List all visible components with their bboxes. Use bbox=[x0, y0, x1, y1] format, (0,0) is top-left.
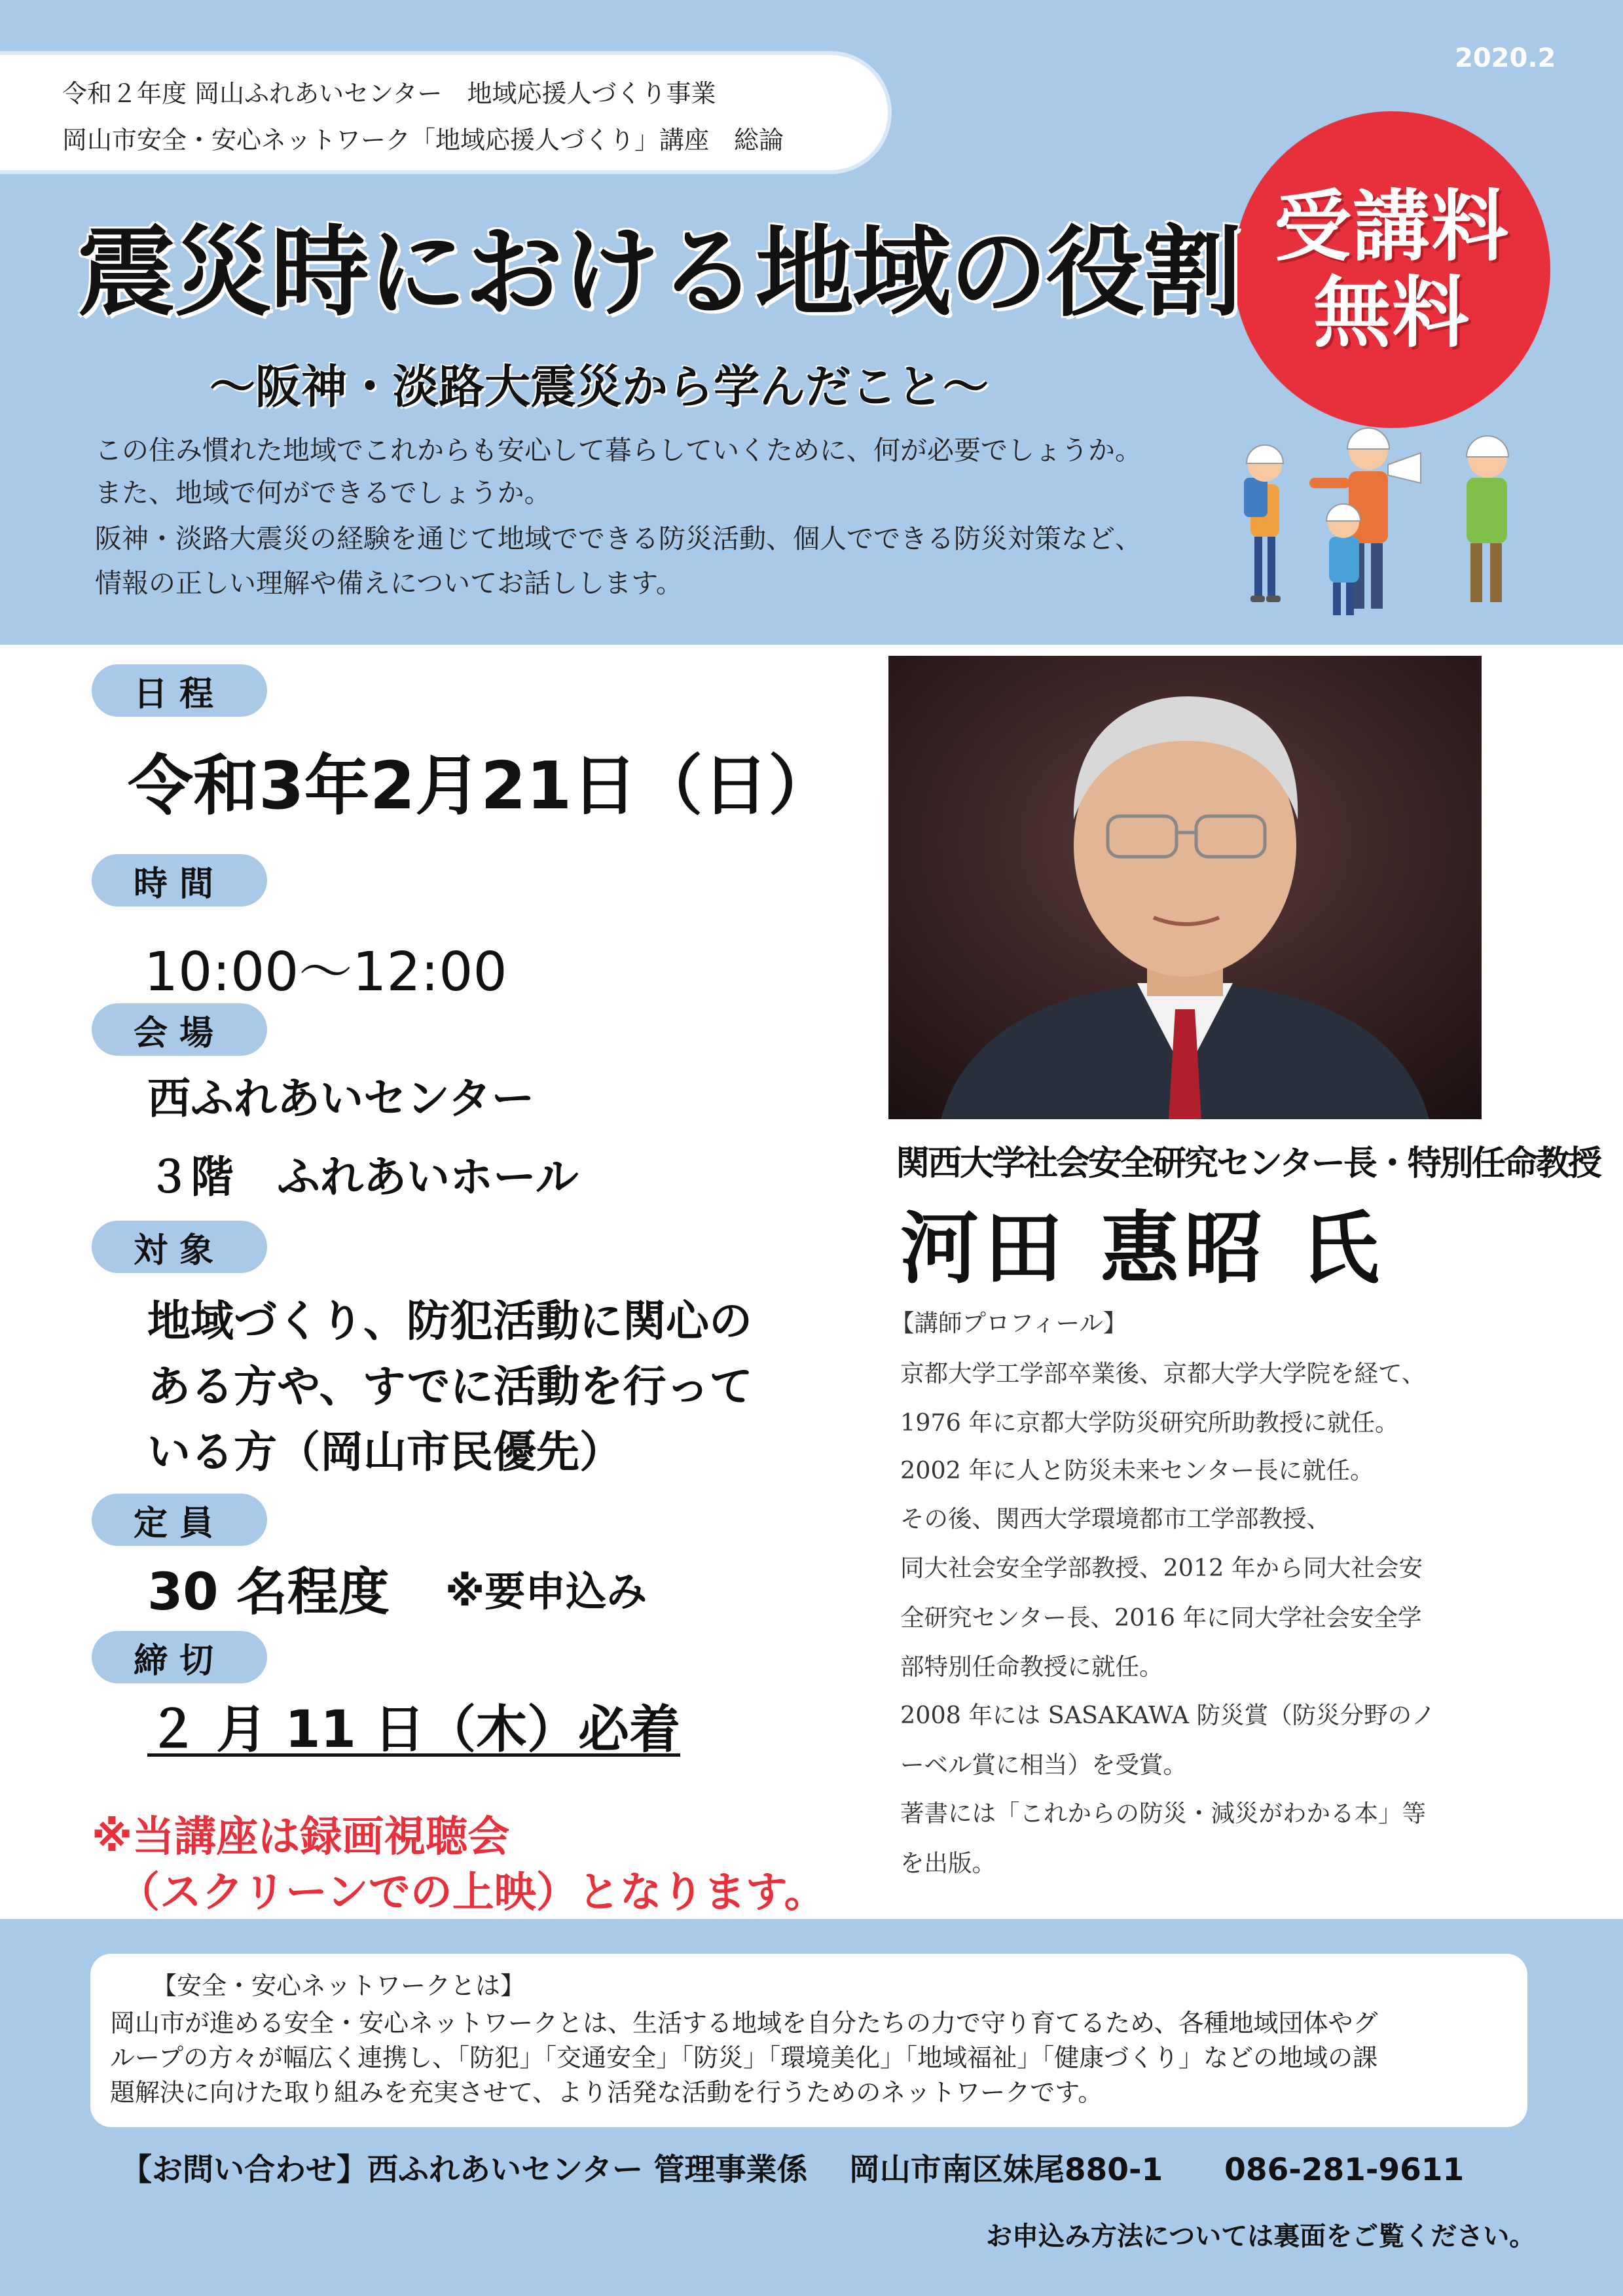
badge-line-1: 受講料 bbox=[1273, 181, 1510, 272]
date-value: 令和3年2月21日（日） bbox=[128, 747, 834, 824]
profile-line-6: 全研究センター長、2016 年に同大学社会安全学 bbox=[900, 1604, 1422, 1632]
target-line-2: ある方や、すでに活動を行って bbox=[147, 1361, 753, 1412]
time-value: 10:00～12:00 bbox=[144, 941, 507, 1003]
recording-notice-line-2: （スクリーンでの上映）となります。 bbox=[118, 1869, 826, 1917]
profile-line-5: 同大社会安全学部教授、2012 年から同大社会安 bbox=[900, 1554, 1423, 1582]
profile-line-1: 京都大学工学部卒業後、京都大学大学院を経て、 bbox=[900, 1359, 1426, 1388]
about-heading: 【安全・安心ネットワークとは】 bbox=[152, 1971, 526, 2000]
venue-line-1: 西ふれあいセンター bbox=[147, 1073, 535, 1124]
date-label: 日程 bbox=[92, 664, 267, 717]
speaker-affiliation: 関西大学社会安全研究センター長・特別任命教授 bbox=[896, 1144, 1600, 1183]
header-line-2: 岡山市安全・安心ネットワーク「地域応援人づくり」講座 総論 bbox=[62, 126, 784, 154]
venue-label: 会場 bbox=[92, 1003, 267, 1056]
free-admission-badge bbox=[1233, 111, 1550, 428]
recording-notice-line-1: ※当講座は録画視聴会 bbox=[92, 1813, 510, 1861]
target-line-1: 地域づくり、防犯活動に関心の bbox=[147, 1296, 752, 1346]
profile-line-7: 部特別任命教授に就任。 bbox=[900, 1653, 1163, 1681]
time-label: 時間 bbox=[92, 854, 267, 906]
intro-line-3: 阪神・淡路大震災の経験を通じて地域でできる防災活動、個人でできる防災対策など、 bbox=[95, 523, 1142, 554]
profile-line-11: を出版。 bbox=[900, 1849, 996, 1877]
profile-line-3: 2002 年に人と防災未来センター長に就任。 bbox=[900, 1456, 1374, 1484]
main-title: 震災時における地域の役割 bbox=[77, 216, 1241, 330]
profile-line-2: 1976 年に京都大学防災研究所助教授に就任。 bbox=[900, 1408, 1399, 1437]
capacity-label: 定員 bbox=[92, 1494, 267, 1546]
issue-date: 2020.2 bbox=[1455, 43, 1556, 73]
intro-line-4: 情報の正しい理解や備えについてお話しします。 bbox=[95, 567, 683, 599]
about-line-3: 題解決に向けた取り組みを充実させて、より活発な活動を行うためのネットワークです。 bbox=[110, 2078, 1103, 2107]
target-label: 対象 bbox=[92, 1221, 267, 1273]
evacuation-people-illustration bbox=[1231, 412, 1545, 628]
capacity-note: ※要申込み bbox=[445, 1568, 647, 1615]
contact-line: 【お問い合わせ】西ふれあいセンター 管理事業係 岡山市南区妹尾880-1 086-281-9611 bbox=[121, 2152, 1465, 2188]
speaker-portrait-photo bbox=[888, 656, 1482, 1119]
profile-line-4: その後、関西大学環境都市工学部教授、 bbox=[900, 1505, 1330, 1533]
about-line-2: ループの方々が幅広く連携し、「防犯」「交通安全」「防災」「環境美化」「地域福祉」「健康づくり」などの地域の課 bbox=[110, 2043, 1378, 2072]
subtitle: ～阪神・淡路大震災から学んだこと～ bbox=[210, 360, 989, 414]
about-line-1: 岡山市が進める安全・安心ネットワークとは、生活する地域を自分たちの力で守り育てるため、各種地域団体やグ bbox=[110, 2009, 1378, 2037]
speaker-name: 河田 惠昭 氏 bbox=[900, 1204, 1385, 1295]
profile-line-10: 著書には「これからの防災・減災がわかる本」等 bbox=[900, 1799, 1426, 1827]
intro-line-1: この住み慣れた地域でこれからも安心して暮らしていくために、何が必要でしょうか。 bbox=[95, 435, 1142, 466]
target-line-3: いる方（岡山市民優先） bbox=[147, 1427, 623, 1477]
deadline-label: 締切 bbox=[92, 1631, 267, 1683]
header-line-1: 令和２年度 岡山ふれあいセンター 地域応援人づくり事業 bbox=[62, 79, 716, 108]
deadline-value: ２ 月 11 日（木）必着 bbox=[147, 1700, 681, 1759]
profile-heading: 【講師プロフィール】 bbox=[890, 1309, 1127, 1337]
intro-line-2: また、地域で何ができるでしょうか。 bbox=[95, 477, 551, 509]
capacity-value: 30 名程度 bbox=[147, 1563, 390, 1622]
badge-line-2: 無料 bbox=[1313, 268, 1470, 358]
venue-line-2: ３階 ふれあいホール bbox=[147, 1152, 579, 1202]
apply-note: お申込み方法については裏面をご覧ください。 bbox=[986, 2221, 1536, 2251]
profile-line-9: ーベル賞に相当）を受賞。 bbox=[900, 1751, 1187, 1779]
profile-line-8: 2008 年には SASAKAWA 防災賞（防災分野のノ bbox=[900, 1701, 1436, 1729]
